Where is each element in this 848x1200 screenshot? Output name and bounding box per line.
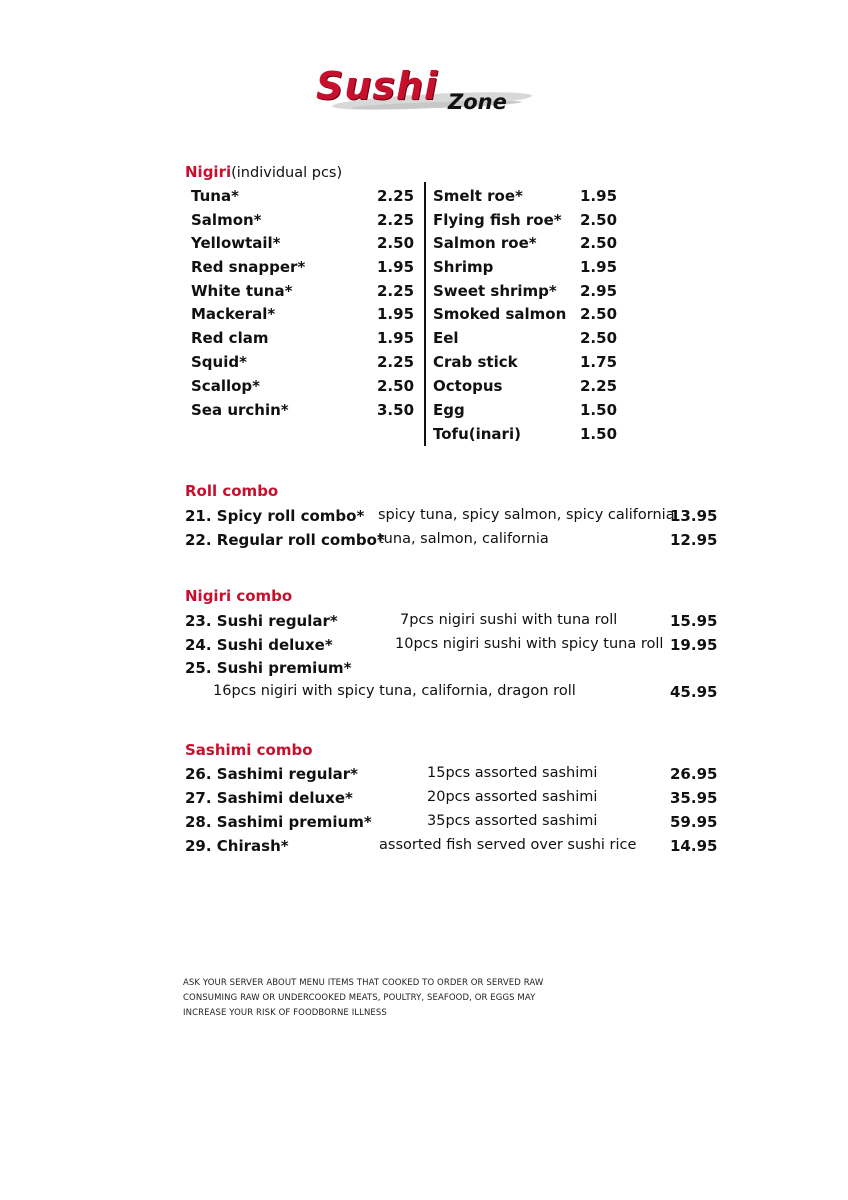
nigiri-item-name: Shrimp — [433, 258, 494, 276]
nigiri-item-name: Sea urchin* — [191, 401, 289, 419]
combo-item-name: 25. Sushi premium* — [185, 659, 352, 677]
combo-item-name: 26. Sashimi regular* — [185, 765, 358, 783]
combo-item-desc: tuna, salmon, california — [378, 531, 549, 547]
combo-item-desc: 16pcs nigiri with spicy tuna, california, dragon roll — [213, 683, 576, 699]
combo-item-desc: 35pcs assorted sashimi — [427, 813, 598, 829]
nigiri-item-name: Crab stick — [433, 353, 518, 371]
nigiri-item-price: 2.25 — [377, 282, 415, 300]
nigiri-item-price: 2.50 — [580, 234, 618, 252]
combo-item-desc: spicy tuna, spicy salmon, spicy california — [378, 507, 675, 523]
nigiri-item-price: 2.50 — [377, 234, 415, 252]
nigiri-item-name: Salmon roe* — [433, 234, 537, 252]
sashimi-combo-title: Sashimi combo — [185, 741, 313, 759]
nigiri-item-price: 2.25 — [580, 377, 618, 395]
combo-item-price: 26.95 — [670, 765, 718, 783]
nigiri-item-name: Mackeral* — [191, 305, 276, 323]
nigiri-item-name: Red clam — [191, 329, 269, 347]
nigiri-item-price: 2.50 — [580, 305, 618, 323]
nigiri-item-name: Sweet shrimp* — [433, 282, 557, 300]
nigiri-item-price: 2.50 — [580, 329, 618, 347]
combo-item-name: 29. Chirash* — [185, 837, 289, 855]
combo-item-price: 14.95 — [670, 837, 718, 855]
nigiri-item-price: 2.25 — [377, 211, 415, 229]
combo-item-desc: 7pcs nigiri sushi with tuna roll — [400, 612, 618, 628]
column-divider — [424, 182, 426, 446]
nigiri-combo-title: Nigiri combo — [185, 587, 293, 605]
nigiri-item-price: 3.50 — [377, 401, 415, 419]
combo-item-desc: 20pcs assorted sashimi — [427, 789, 598, 805]
combo-item-price: 35.95 — [670, 789, 718, 807]
combo-item-name: 23. Sushi regular* — [185, 612, 338, 630]
notice-line: ASK YOUR SERVER ABOUT MENU ITEMS THAT COOKED TO ORDER OR SERVED RAW — [183, 978, 544, 988]
combo-item-desc: assorted fish served over sushi rice — [379, 837, 637, 853]
combo-item-desc: 10pcs nigiri sushi with spicy tuna roll — [395, 636, 664, 652]
logo-word-zone: Zone — [448, 90, 507, 114]
nigiri-title: Nigiri — [185, 163, 232, 181]
nigiri-item-name: Flying fish roe* — [433, 211, 562, 229]
nigiri-item-name: Egg — [433, 401, 465, 419]
raw-food-notice — [183, 976, 543, 1021]
nigiri-item-name: Squid* — [191, 353, 247, 371]
roll-combo-title: Roll combo — [185, 482, 279, 500]
nigiri-item-price: 2.50 — [580, 211, 618, 229]
combo-item-price: 13.95 — [670, 507, 718, 525]
nigiri-item-name: Tuna* — [191, 187, 239, 205]
combo-item-price: 19.95 — [670, 636, 718, 654]
nigiri-item-price: 2.25 — [377, 187, 415, 205]
combo-item-price: 45.95 — [670, 683, 718, 701]
nigiri-item-name: Salmon* — [191, 211, 262, 229]
combo-item-name: 27. Sashimi deluxe* — [185, 789, 353, 807]
combo-item-price: 59.95 — [670, 813, 718, 831]
nigiri-item-price: 1.95 — [580, 187, 618, 205]
logo-word-sushi: Sushi — [316, 64, 439, 108]
nigiri-subtitle: (individual pcs) — [231, 165, 343, 181]
nigiri-item-price: 1.95 — [377, 329, 415, 347]
nigiri-item-name: Tofu(inari) — [433, 425, 521, 443]
nigiri-item-name: Eel — [433, 329, 459, 347]
combo-item-desc: 15pcs assorted sashimi — [427, 765, 598, 781]
combo-item-name: 22. Regular roll combo* — [185, 531, 385, 549]
nigiri-item-name: Yellowtail* — [191, 234, 281, 252]
nigiri-item-price: 1.50 — [580, 425, 618, 443]
notice-line: CONSUMING RAW OR UNDERCOOKED MEATS, POULTRY, SEAFOOD, OR EGGS MAY — [183, 993, 536, 1003]
nigiri-item-price: 1.95 — [377, 305, 415, 323]
nigiri-item-price: 2.95 — [580, 282, 618, 300]
nigiri-item-name: Red snapper* — [191, 258, 306, 276]
combo-item-name: 21. Spicy roll combo* — [185, 507, 365, 525]
nigiri-item-price: 2.25 — [377, 353, 415, 371]
nigiri-item-name: Smoked salmon — [433, 305, 567, 323]
combo-item-price: 12.95 — [670, 531, 718, 549]
nigiri-item-price: 1.95 — [580, 258, 618, 276]
logo — [312, 62, 544, 122]
combo-item-name: 24. Sushi deluxe* — [185, 636, 333, 654]
nigiri-item-name: Octopus — [433, 377, 503, 395]
nigiri-item-price: 1.75 — [580, 353, 618, 371]
nigiri-item-price: 1.95 — [377, 258, 415, 276]
nigiri-item-price: 1.50 — [580, 401, 618, 419]
nigiri-section-title — [185, 162, 342, 181]
nigiri-item-name: White tuna* — [191, 282, 293, 300]
nigiri-item-price: 2.50 — [377, 377, 415, 395]
nigiri-item-name: Smelt roe* — [433, 187, 523, 205]
notice-line: INCREASE YOUR RISK OF FOODBORNE ILLNESS — [183, 1008, 387, 1018]
combo-item-name: 28. Sashimi premium* — [185, 813, 372, 831]
nigiri-item-name: Scallop* — [191, 377, 260, 395]
combo-item-price: 15.95 — [670, 612, 718, 630]
